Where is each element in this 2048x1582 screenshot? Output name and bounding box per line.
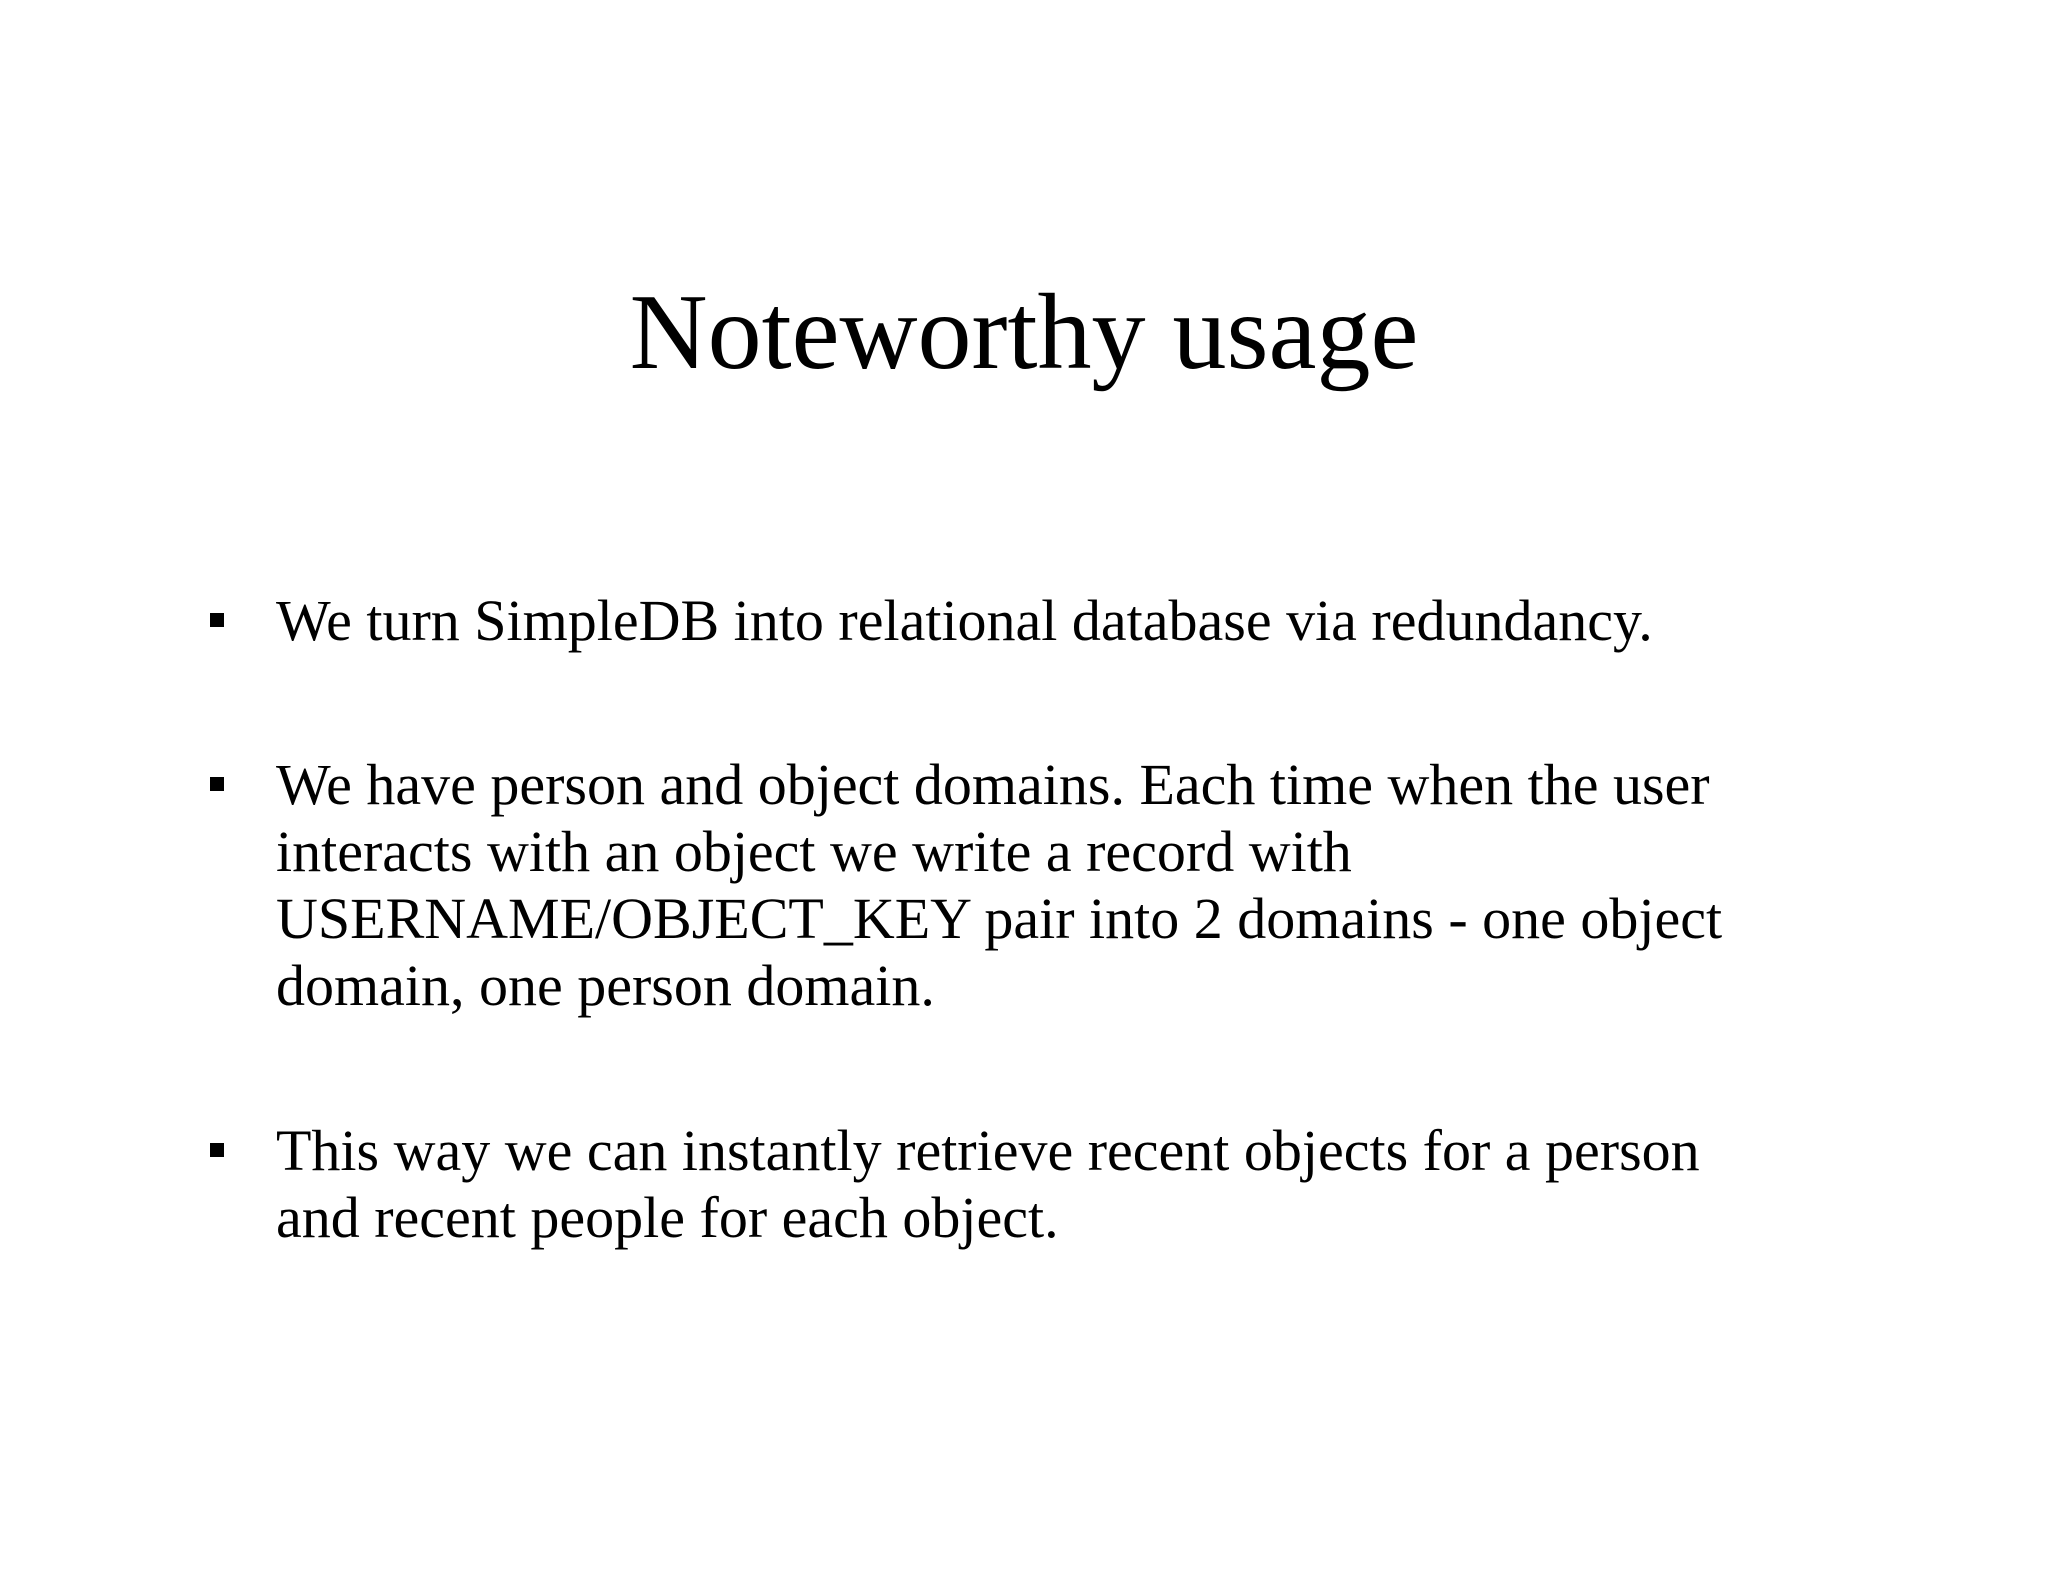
bullet-text-line: and recent people for each object. (276, 1185, 1059, 1250)
bullet-text-line: USERNAME/OBJECT_KEY pair into 2 domains - one object (276, 886, 1723, 951)
bullet-text-line: interacts with an object we write a record with (276, 819, 1352, 884)
bullet-text-line: We have person and object domains. Each time when the user (276, 752, 1710, 817)
square-bullet-icon (210, 613, 224, 627)
bullet-text-line: domain, one person domain. (276, 953, 935, 1018)
bullet-text-line: We turn SimpleDB into relational database via redundancy. (276, 588, 1653, 653)
slide-title: Noteworthy usage (629, 273, 1419, 392)
square-bullet-icon (210, 1143, 224, 1157)
square-bullet-icon (210, 777, 224, 791)
bullet-item (276, 1117, 1856, 1251)
bullet-item (276, 587, 1856, 654)
bullet-item (276, 751, 1856, 1019)
bullet-text-line: This way we can instantly retrieve recent objects for a person (276, 1118, 1700, 1183)
